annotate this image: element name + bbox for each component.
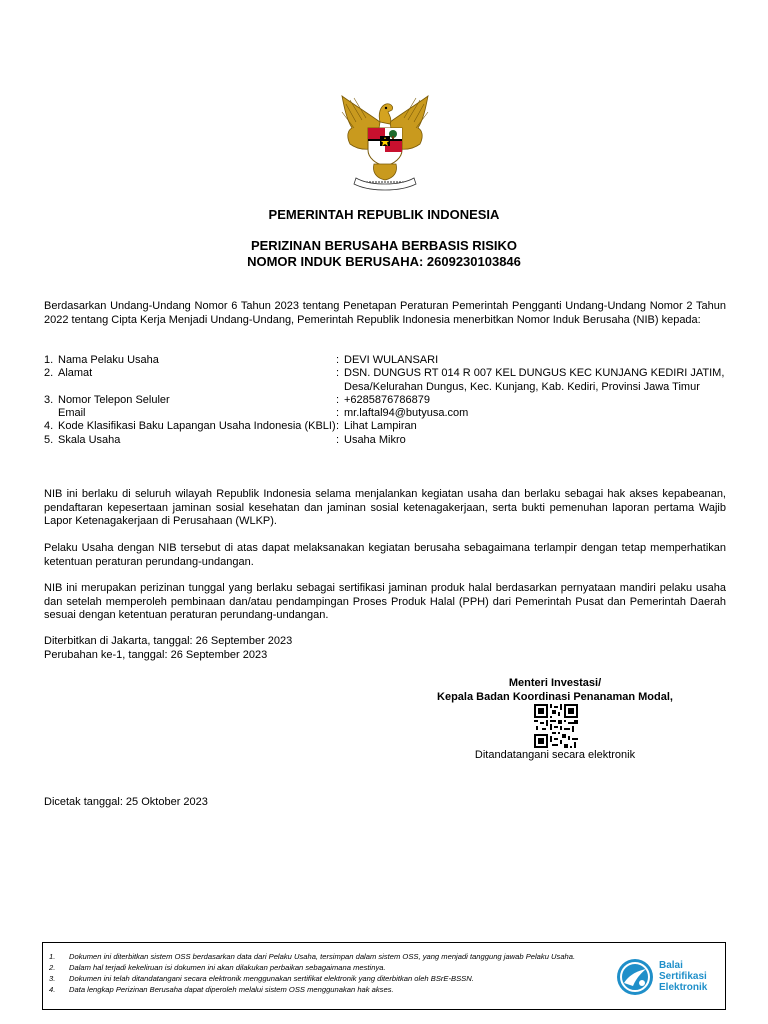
note-number: 4. bbox=[49, 985, 56, 994]
field-number: 1. bbox=[44, 354, 54, 366]
bsre-logo bbox=[615, 957, 719, 997]
field-colon: : bbox=[336, 407, 340, 420]
signer-title-line2: Kepala Badan Koordinasi Penanaman Modal, bbox=[437, 691, 673, 703]
field-row bbox=[44, 354, 734, 367]
field-number: 2. bbox=[44, 367, 54, 380]
footer-notes bbox=[49, 951, 615, 995]
field-colon: : bbox=[336, 393, 340, 406]
field-row bbox=[44, 420, 734, 433]
field-number: 4. bbox=[44, 420, 54, 433]
footer-note bbox=[49, 973, 615, 984]
bsre-seal-icon bbox=[615, 957, 655, 997]
signer-title bbox=[390, 676, 720, 704]
field-colon: : bbox=[336, 367, 340, 380]
field-value: DEVI WULANSARI bbox=[344, 354, 439, 366]
field-value: Usaha Mikro bbox=[344, 433, 406, 446]
permit-title: PERIZINAN BERUSAHA BERBASIS RISIKO bbox=[250, 238, 518, 253]
nib-number-heading: NOMOR INDUK BERUSAHA: 2609230103846 bbox=[247, 254, 521, 269]
activity-paragraph: Pelaku Usaha dengan NIB tersebut di atas dapat melaksanakan kegiatan berusaha sebagaimana terlampir dengan tetap memperhatikan ketentuan peraturan perundang-undangan. bbox=[44, 542, 726, 568]
note-number: 3. bbox=[49, 974, 56, 983]
government-heading: PEMERINTAH REPUBLIK INDONESIA bbox=[268, 207, 500, 222]
footer-note bbox=[49, 962, 615, 973]
signer-title-line1: Menteri Investasi/ bbox=[508, 677, 602, 689]
signature-qr-code bbox=[534, 704, 578, 748]
field-label: Email bbox=[58, 407, 86, 420]
revision-date: Perubahan ke-1, tanggal: 26 September 2023 bbox=[44, 649, 268, 661]
printed-date: Dicetak tanggal: 25 Oktober 2023 bbox=[44, 796, 208, 808]
field-label: Nomor Telepon Seluler bbox=[58, 393, 170, 406]
bsre-logo-line1: Balai bbox=[659, 960, 683, 971]
business-details bbox=[44, 354, 734, 447]
field-colon: : bbox=[336, 354, 340, 366]
field-row bbox=[44, 367, 734, 394]
field-label: Skala Usaha bbox=[58, 433, 121, 446]
note-number: 1. bbox=[49, 952, 56, 961]
field-value: Lihat Lampiran bbox=[344, 420, 417, 433]
field-colon: : bbox=[336, 420, 340, 433]
field-value: +6285876786879 bbox=[344, 393, 430, 406]
halal-paragraph: NIB ini merupakan perizinan tunggal yang berlaku sebagai sertifikasi jaminan produk halal berdasarkan pernyataan mandiri pelaku usaha dan setelah memperoleh pembinaan dan/atau pendampingan Proses Produk Halal (PPH) dari Pemerintah Pusat dan Pemerintah Daerah sesuai dengan ketentuan peraturan perundang-undangan. bbox=[44, 582, 726, 621]
note-text: Dalam hal terjadi kekeliruan isi dokumen ini akan dilakukan perbaikan sebagaimana mestinya. bbox=[69, 963, 386, 972]
note-text: Data lengkap Perizinan Berusaha dapat diperoleh melalui sistem OSS menggunakan hak akses. bbox=[69, 985, 394, 994]
field-row bbox=[44, 434, 734, 447]
footer-note bbox=[49, 951, 615, 962]
field-value: mr.laftal94@butyusa.com bbox=[344, 407, 469, 420]
bsre-logo-text bbox=[659, 960, 707, 993]
intro-paragraph: Berdasarkan Undang-Undang Nomor 6 Tahun 2023 tentang Penetapan Peraturan Pemerintah Pengganti Undang-Undang Nomor 2 Tahun 2022 tentang Cipta Kerja Menjadi Undang-Undang, Pemerintah Republik Indonesia menerbitkan Nomor Induk Berusaha (NIB) kepada: bbox=[44, 300, 726, 326]
validity-paragraph: NIB ini berlaku di seluruh wilayah Republik Indonesia selama menjalankan kegiatan usaha dan berlaku sebagai hak akses kepabeanan, pendaftaran kepesertaan jaminan sosial kesehatan dan jaminan sosial ketenagakerjaan, serta bukti pemenuhan laporan pertama Wajib Lapor Ketenagakerjaan di Perusahaan (WLKP). bbox=[44, 488, 726, 527]
footer-notes-box bbox=[42, 942, 726, 1010]
field-number: 3. bbox=[44, 393, 54, 406]
issued-date: Diterbitkan di Jakarta, tanggal: 26 September 2023 bbox=[44, 635, 293, 647]
note-text: Dokumen ini diterbitkan sistem OSS berdasarkan data dari Pelaku Usaha, tersimpan dalam sistem OSS, yang menjadi tanggung jawab Pelaku Usaha. bbox=[69, 952, 576, 961]
note-number: 2. bbox=[49, 963, 56, 972]
electronic-signature-note: Ditandatangani secara elektronik bbox=[474, 749, 636, 761]
field-label: Kode Klasifikasi Baku Lapangan Usaha Indonesia (KBLI) bbox=[58, 420, 336, 433]
field-number bbox=[44, 407, 58, 420]
garuda-pancasila-emblem bbox=[336, 92, 434, 192]
field-value: DSN. DUNGUS RT 014 R 007 KEL DUNGUS KEC KUNJANG KEDIRI JATIM, Desa/Kelurahan Dungus, Kec. Kunjang, Kab. Kediri, Provinsi Jawa Timur bbox=[344, 367, 725, 393]
field-label: Alamat bbox=[58, 367, 93, 380]
bsre-logo-line3: Elektronik bbox=[659, 982, 708, 993]
field-colon: : bbox=[336, 433, 340, 446]
field-label: Nama Pelaku Usaha bbox=[58, 354, 159, 366]
issuance-info bbox=[44, 634, 292, 662]
footer-note bbox=[49, 984, 615, 995]
bsre-logo-line2: Sertifikasi bbox=[659, 971, 707, 982]
field-number: 5. bbox=[44, 433, 54, 446]
note-text: Dokumen ini telah ditandatangani secara elektronik menggunakan sertifikat elektronik yang diterbitkan oleh BSrE-BSSN. bbox=[69, 974, 474, 983]
field-row bbox=[44, 394, 734, 407]
field-row bbox=[44, 407, 734, 420]
